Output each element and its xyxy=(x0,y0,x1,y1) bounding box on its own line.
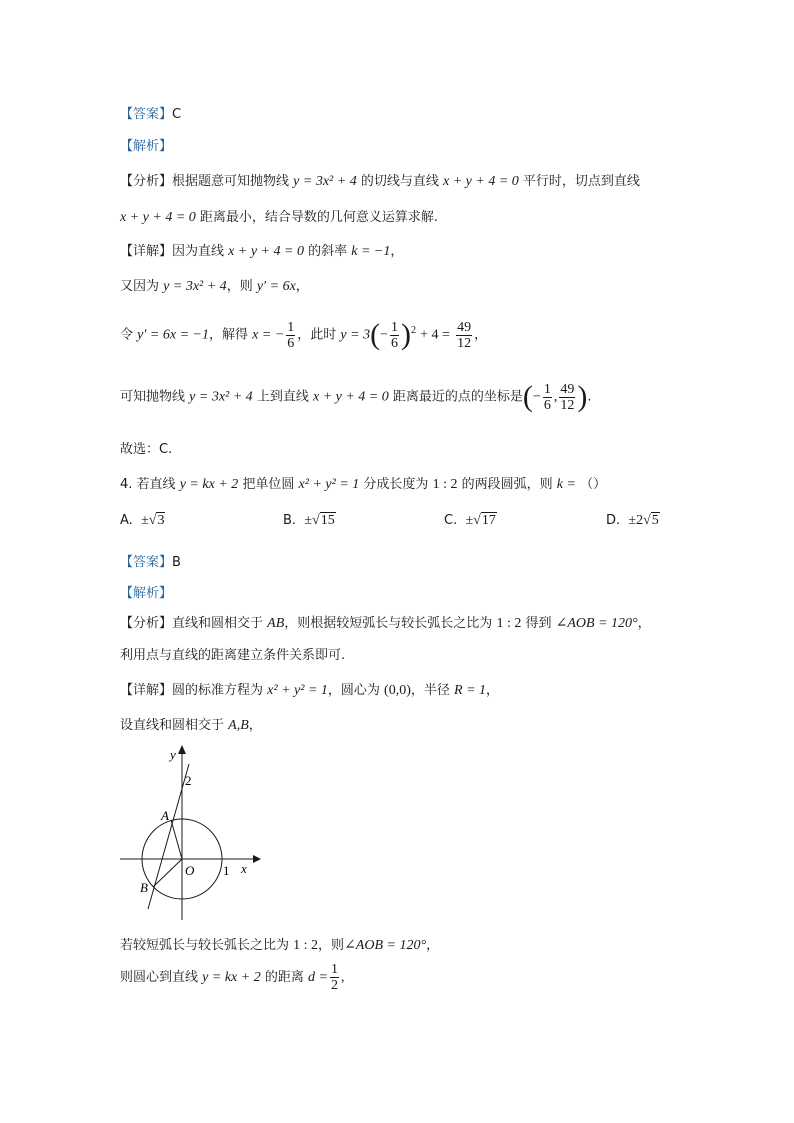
text: 直线和圆相交于 xyxy=(172,616,264,631)
text: ，解得 xyxy=(209,327,249,343)
numerator: 1 xyxy=(391,319,398,335)
point-a-label: A xyxy=(161,808,169,823)
option-a[interactable]: A. ±√3 xyxy=(120,513,165,528)
numerator: 1 xyxy=(330,962,338,977)
text: 的斜率 xyxy=(308,244,348,259)
plus-minus: ± xyxy=(628,513,637,528)
q3-conclusion xyxy=(120,438,172,457)
text: ，则根据较短弧长与较长弧长之比为 xyxy=(284,616,493,631)
text: ，则 xyxy=(318,938,345,953)
q4-stem xyxy=(120,473,606,493)
numerator: 1 xyxy=(287,319,295,335)
text: ， xyxy=(295,279,309,294)
fraction xyxy=(559,382,575,413)
x-axis-label: x xyxy=(241,861,247,876)
q3-fenxi-line2 xyxy=(120,206,438,226)
answer-label: 【答案】 xyxy=(120,107,173,122)
fenxi-label: 【分析】 xyxy=(120,616,173,631)
q4-fenxi-line2 xyxy=(120,644,345,663)
q3-line3: 令 y′ = 6x = −1，解得 x = − $\frac{1}{6}$ ，此时 y = 3(− $\frac{1}{6}$ )$^2$ + 4 = $\frac{49}{12}$ ， xyxy=(120,318,488,351)
equation: y′ = 6x xyxy=(256,279,296,294)
q3-line4: 可知抛物线 y = 3x² + 4 上到直线 x + y + 4 = 0 距离最近的点的坐标是(− $\frac{1}{6}$ , $\frac{49}{12}$ ). xyxy=(120,380,592,413)
analysis-label: 【解析】 xyxy=(120,139,173,154)
equation: y = 3x² + 4 xyxy=(189,389,253,405)
text: ， xyxy=(637,616,651,631)
text: 若较短弧长与较长弧长之比为 xyxy=(120,938,290,953)
option-letter: A. xyxy=(120,513,133,528)
equation: x + y + 4 = 0 xyxy=(312,389,389,405)
conclusion-text: 故选：C. xyxy=(120,442,173,457)
option-letter: B. xyxy=(283,513,297,528)
text: ，半径 xyxy=(410,683,450,698)
radius-one-label: 1 xyxy=(223,863,230,878)
question-number: 4. xyxy=(120,477,133,492)
text: 把单位圆 xyxy=(242,477,295,492)
radius-oa xyxy=(171,820,182,859)
equation: y′ = 6x = −1 xyxy=(137,327,209,343)
fenxi-label: 【分析】 xyxy=(120,174,173,189)
equation: R = 1 xyxy=(454,683,487,698)
text: （） xyxy=(580,477,607,492)
fraction xyxy=(456,320,472,351)
option-d[interactable]: D. ±2√5 xyxy=(606,513,659,528)
equation: y = 3x² + 4 xyxy=(293,174,357,189)
fraction xyxy=(543,382,552,413)
q3-xiangjie-line1 xyxy=(120,240,403,260)
text: 又因为 xyxy=(120,279,160,294)
y-intercept-label: 2 xyxy=(185,773,192,788)
option-letter: C. xyxy=(444,513,458,528)
text: . xyxy=(587,389,592,405)
text: ， xyxy=(486,683,500,698)
point-b-label: B xyxy=(140,880,148,895)
answer-value: B xyxy=(172,555,181,570)
denominator: 12 xyxy=(457,335,472,351)
q3-fenxi-line1 xyxy=(120,170,640,190)
option-letter: D. xyxy=(606,513,621,528)
answer-label: 【答案】 xyxy=(120,555,173,570)
denominator: 6 xyxy=(287,335,295,351)
numerator: 1 xyxy=(543,381,551,397)
analysis-label: 【解析】 xyxy=(120,586,173,601)
y-axis-label: y xyxy=(170,747,176,762)
answer-value: C xyxy=(172,107,182,122)
q4-fenxi-line1 xyxy=(120,612,651,632)
text: 得到 xyxy=(525,616,552,631)
text: 距离最小，结合导数的几何意义运算求解. xyxy=(199,210,439,225)
equation: y = kx + 2 xyxy=(202,970,261,985)
text: ， xyxy=(248,718,262,733)
equation: AB xyxy=(267,616,285,631)
q3-answer-line xyxy=(120,103,181,122)
origin-label: O xyxy=(185,863,195,878)
plus-minus: ± xyxy=(465,513,474,528)
equation: (0,0) xyxy=(384,683,411,698)
text: ， xyxy=(426,938,440,953)
radicand: 3 xyxy=(157,513,165,528)
q3-line2 xyxy=(120,275,309,295)
text: 的距离 xyxy=(264,970,304,985)
text: , xyxy=(340,970,345,985)
numerator: 49 xyxy=(457,319,472,335)
equation: x + y + 4 = 0 xyxy=(228,244,304,259)
q4-xiangjie-line1 xyxy=(120,679,499,699)
equation: y = 3 xyxy=(340,327,371,343)
equation: 1 : 2 xyxy=(496,616,522,631)
xiangjie-label: 【详解】 xyxy=(120,683,173,698)
equation: k = xyxy=(556,477,576,492)
equation: k = −1 xyxy=(351,244,391,259)
y-axis-arrow xyxy=(178,745,186,754)
q3-analysis-label xyxy=(120,135,172,154)
equation: 1 : 2 xyxy=(293,938,319,953)
circle-line-figure xyxy=(115,742,265,922)
x-axis-arrow xyxy=(253,855,261,863)
equation: x = − xyxy=(252,327,285,343)
denominator: 12 xyxy=(560,397,575,413)
equation: x² + y² = 1 xyxy=(267,683,328,698)
text: 的切线与直线 xyxy=(360,174,439,189)
text: ，此时 xyxy=(297,327,337,343)
equation: x² + y² = 1 xyxy=(298,477,360,492)
fraction xyxy=(330,962,339,993)
text: 设直线和圆相交于 xyxy=(120,718,225,733)
fraction xyxy=(390,320,399,351)
text: 因为直线 xyxy=(172,244,225,259)
q4-line3 xyxy=(120,934,439,954)
equation: d = xyxy=(308,970,328,985)
denominator: 2 xyxy=(330,978,338,993)
equation: x + y + 4 = 0 xyxy=(443,174,519,189)
option-b[interactable]: B. ±√15 xyxy=(283,513,335,528)
text: 根据题意可知抛物线 xyxy=(172,174,290,189)
text: ， xyxy=(390,244,404,259)
text: 令 xyxy=(120,327,134,343)
text: 平行时，切点到直线 xyxy=(522,174,640,189)
text: ，圆心为 xyxy=(327,683,380,698)
text: 的两段圆弧，则 xyxy=(461,477,553,492)
equation: + 4 = xyxy=(420,327,450,343)
line-ykx2 xyxy=(148,764,189,909)
denominator: 6 xyxy=(543,397,551,413)
radicand: 5 xyxy=(651,513,659,528)
equation: A,B xyxy=(228,718,249,733)
q4-analysis-label xyxy=(120,582,172,601)
fraction xyxy=(286,320,295,351)
text: ， xyxy=(474,327,488,343)
xiangjie-label: 【详解】 xyxy=(120,244,173,259)
text: ，则 xyxy=(226,279,253,294)
q4-line2 xyxy=(120,714,262,734)
q4-line4 xyxy=(120,962,344,993)
equation: y = 3x² + 4 xyxy=(163,279,227,294)
radius-ob xyxy=(153,859,182,887)
equation: y = kx + 2 xyxy=(179,477,239,492)
radicand: 15 xyxy=(320,513,335,528)
denominator: 6 xyxy=(391,335,398,351)
equation: ∠AOB = 120° xyxy=(344,938,427,953)
equation: 1 : 2 xyxy=(432,477,458,492)
option-c[interactable]: C. ±√17 xyxy=(444,513,496,528)
plus-minus: ± xyxy=(141,513,149,528)
text: 可知抛物线 xyxy=(120,389,186,405)
text: 圆的标准方程为 xyxy=(172,683,264,698)
text: 上到直线 xyxy=(256,389,309,405)
text: 分成长度为 xyxy=(363,477,429,492)
plus-minus: ± xyxy=(304,513,313,528)
q4-answer-line xyxy=(120,551,181,570)
text: 若直线 xyxy=(136,477,176,492)
text: 则圆心到直线 xyxy=(120,970,199,985)
text: 利用点与直线的距离建立条件关系即可. xyxy=(120,648,346,663)
equation: ∠AOB = 120° xyxy=(555,616,638,631)
radicand: 17 xyxy=(481,513,496,528)
numerator: 49 xyxy=(560,381,575,397)
text: 距离最近的点的坐标是 xyxy=(392,389,523,405)
equation: x + y + 4 = 0 xyxy=(120,210,196,225)
coefficient: 2 xyxy=(636,513,644,528)
